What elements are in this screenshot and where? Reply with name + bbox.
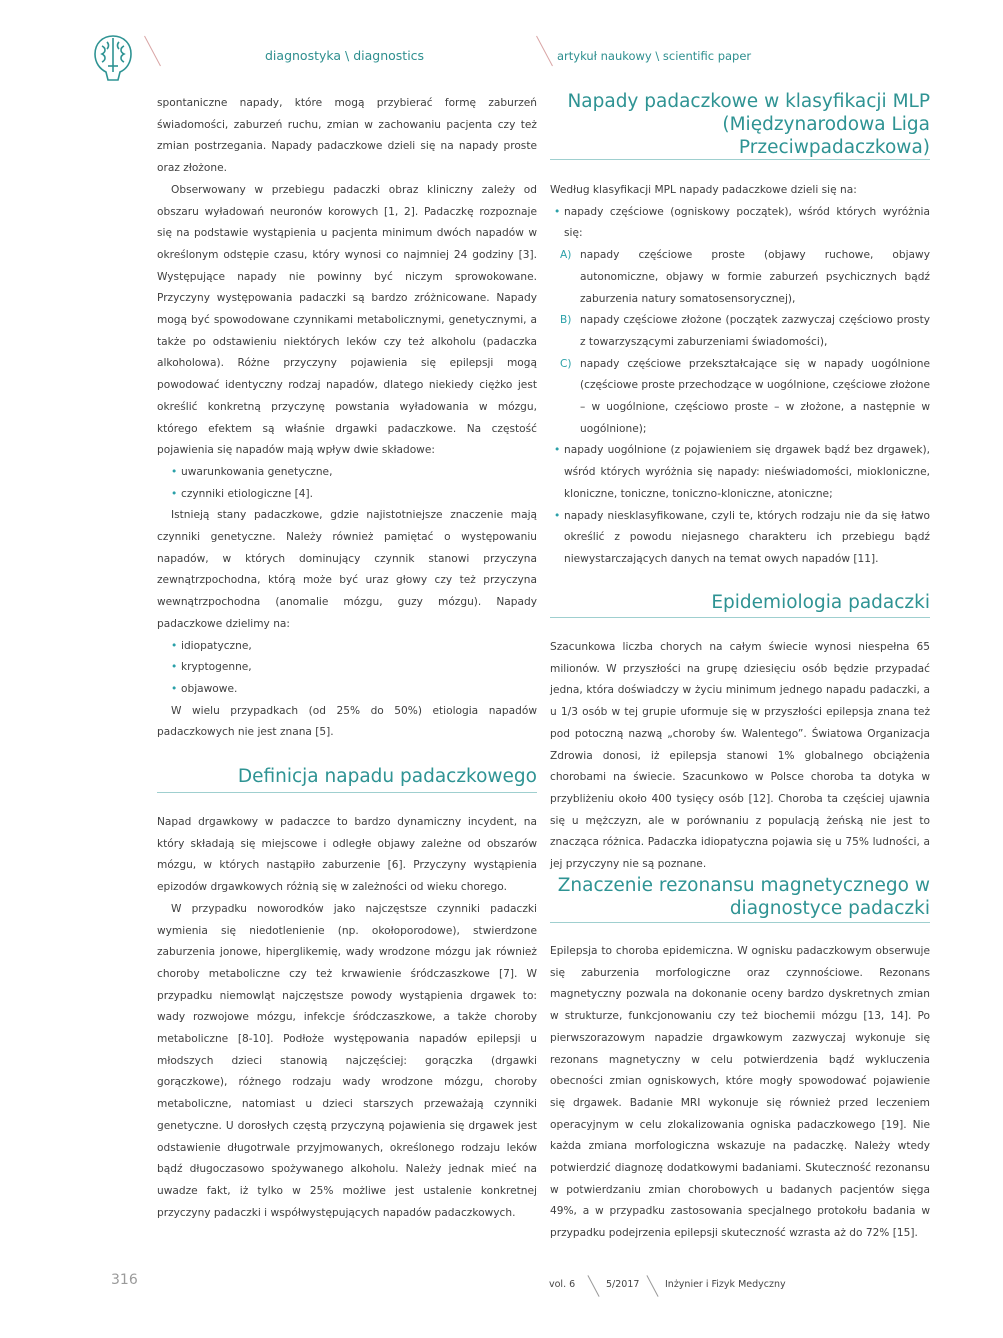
page-number: 316 bbox=[111, 1272, 138, 1288]
paragraph: Epilepsja to choroba epidemiczna. W ognisku padaczkowym obserwuje się zaburzenia morfologiczne oraz czynnościowe. Rezonans magnetyczny pozwala na dokonanie oceny bardzo dyskretnych zmian w strukturze, funkcjonowaniu czy też biochemii mózgu [13, 14]. Po pierwszorazowym napadzie drgawkowym zazwyczaj wykonuje się rezonans magnetyczny w celu potwierdzenia bądź wykluczenia obecności zmian ogniskowych, które mogły spowodować pojawienie się drgawek. Badanie MRI wykonuje się również przed leczeniem operacyjnym w celu zlokalizowania ogniska padaczkowego [19]. Nie każda zmiana morfologiczna wskazuje na padaczkę. Należy wtedy potwierdzić diagnozę dodatkowymi badaniami. Skuteczność rezonansu w potwierdzaniu zmian chorobowych u badanych pacjentów sięga 49%, a w przypadku zastosowania specjalnego protokołu badania w przypadku podejrzenia epilepsji skuteczność wzrasta aż do 72% [15]. bbox=[550, 945, 930, 1240]
heading-rule bbox=[550, 159, 930, 160]
right-column bbox=[550, 180, 930, 571]
right-column-epi bbox=[550, 637, 930, 876]
paragraph: Według klasyfikacji MPL napady padaczkowe dzieli się na: bbox=[550, 184, 857, 196]
left-column bbox=[157, 93, 537, 744]
sub-item-text: napady częściowe złożone (początek zazwyczaj częściowo prosty z towarzyszącymi zaburzeniami świadomości), bbox=[580, 314, 930, 348]
footer-volume: vol. 6 bbox=[549, 1279, 576, 1290]
paragraph: Obserwowany w przebiegu padaczki obraz kliniczny zależy od obszaru wyładowań neuronów korowych [1, 2]. Padaczkę rozpoznaje się na podstawie wystąpienia u pacjenta minimum dwóch napadów w określonym odstępie czasu, który wynosi co najmniej 24 godziny [3]. Występujące napady nie powinny być niczym sprowokowane. Przyczyny występowania padaczki są bardzo zróżnicowane. Napady mogą być spowodowane czynnikami metabolicznymi, genetycznymi, a także po odstawieniu niektórych leków czy też alkoholu (padaczka alkoholowa). Różne przyczyny pojawienia się epilepsji mogą powodować identyczny rodzaj napadów, dlatego niekiedy ciężko jest określić konkretną przyczynę powstania wyładowania w mózgu, którego efektem są właśnie drgawki padaczkowe. Na częstość pojawienia się napadów mają wpływ dwie składowe: bbox=[157, 183, 537, 457]
bullet-list bbox=[550, 440, 930, 570]
sub-item-letter: B) bbox=[560, 314, 572, 327]
header-divider bbox=[536, 36, 553, 66]
paragraph: Istnieją stany padaczkowe, gdzie najistotniejsze znaczenie mają czynniki genetyczne. Należy również pamiętać o występowaniu napadów, w których dominujący czynnik stanowi przyczyna zewnątrzpochodna, którą może być uraz głowy czy też przyczyna wewnątrzpochodna (anomalie mózgu, guzy mózgu). Napady padaczkowe dzielimy na: bbox=[157, 509, 537, 630]
heading-definition: Definicja napadu padaczkowego bbox=[237, 766, 537, 787]
heading-rule bbox=[550, 922, 930, 923]
list-item: • kryptogenne, bbox=[171, 657, 537, 679]
header-divider bbox=[144, 36, 161, 66]
list-item: • objawowe. bbox=[171, 679, 537, 701]
paragraph: W wielu przypadkach (od 25% do 50%) etiologia napadów padaczkowych nie jest znana [5]. bbox=[157, 704, 537, 739]
sub-item bbox=[550, 310, 930, 353]
bullet-list bbox=[157, 462, 537, 505]
paragraph: W przypadku noworodków jako najczęstsze czynniki padaczki wymienia się niedotlenienie (np. okołoporodowe), stwierdzone zaburzenia jonowe, hiperglikemię, wady wrodzone mózgu jak również choroby metaboliczne czy też krwawienie śródczaszkowe [7]. W przypadku niemowląt najczęstsze powody wystąpienia drgawek to: wady rozwojowe mózgu, infekcje śródczaszkowe, a także choroby metaboliczne [8-10]. Podłoże występowania napadów epilepsji u młodszych dzieci stanowią najczęściej: gorączka (drgawki gorączkowe), różnego rodzaju wady wrodzone mózgu, choroby metaboliczne, natomiast u dzieci starszych przeważają czynniki genetyczne. U dorosłych częstą przyczyną pojawienia się drgawek jest odstawienie długotrwale przyjmowanych, określonego rodzaju leków bądź długoczasowo spożywanego alkoholu. Należy jednak mieć na uwadze fakt, iż tylko w 25% możliwe jest ustalenie konkretnej przyczyny padaczki i współwystępujących napadów padaczkowych. bbox=[157, 902, 537, 1219]
list-item: • napady niesklasyfikowane, czyli te, których rodzaju nie da się łatwo określić z powodu niejasnego charakteru ich przebiegu bądź niewystarczających danych na temat owych napadów [11]. bbox=[554, 506, 930, 571]
sub-item bbox=[550, 354, 930, 441]
list-item: • czynniki etiologiczne [4]. bbox=[171, 484, 537, 506]
article-type-label: artykuł naukowy \ scientific paper bbox=[557, 49, 752, 63]
paragraph: Napad drgawkowy w padaczce to bardzo dynamiczny incydent, na który składają się miejscowe i odległe objawy zależne od obszarów mózgu, w których nastąpiło zaburzenie [6]. Przyczyny wystąpienia epizodów drgawkowych różnią się w zależności od wieku chorego. bbox=[157, 816, 537, 894]
sub-item-letter: C) bbox=[560, 357, 572, 370]
list-item: • napady częściowe (ogniskowy początek), wśród których wyróżnia się: bbox=[554, 202, 930, 245]
sub-item-text: napady częściowe proste (objawy ruchowe, objawy autonomiczne, objawy w formie zaburzeń psychicznych bądź zaburzenia natury somatosensorycznej), bbox=[580, 249, 930, 305]
heading-epidemiology: Epidemiologia padaczki bbox=[711, 592, 930, 613]
heading-mlp: Napady padaczkowe w klasyfikacji MLP (Międzynarodowa Liga Przeciwpadaczkowa) bbox=[567, 91, 930, 158]
sub-item bbox=[550, 245, 930, 310]
bullet-list bbox=[157, 636, 537, 701]
footer-divider bbox=[646, 1275, 658, 1297]
footer-divider bbox=[587, 1275, 599, 1297]
list-item: • uwarunkowania genetyczne, bbox=[171, 462, 537, 484]
sub-item-text: napady częściowe przekształcające się w napady uogólnione (częściowe proste przechodzące w uogólnione, częściowe złożone – w uogólnione, częściowo proste – w złożone, a następnie w uogólnione); bbox=[580, 357, 930, 435]
list-item: • napady uogólnione (z pojawieniem się drgawek bądź bez drgawek), wśród których wyróżnia się napady: nieświadomości, miokloniczne, kloniczne, toniczne, toniczno-kloniczne, atoniczne; bbox=[554, 440, 930, 505]
paragraph: Szacunkowa liczba chorych na całym świecie wynosi niespełna 65 milionów. W przyszłości na grupę dziesięciu osób będzie przypadać jedna, która doświadczy w życiu minimum jednego napadu padaczki, a u 1/3 osób w tej grupie uformuje się w przyszłości epilepsja znana też pod potoczną nazwą „choroby św. Walentego”. Światowa Organizacja Zdrowia donosi, iż epilepsja stanowi 1% globalnego obciążenia chorobami na świecie. Szacunkowo w Polsce choroba ta dotyka w przybliżeniu około 400 tysięcy osób [12]. Choroba ta częściej ujawnia się u mężczyzn, ale w porównaniu z populacją żeńską nie jest to znacząca różnica. Padaczka idiopatyczna pojawia się u 75% ludności, a jej przyczyny nie są poznane. bbox=[550, 641, 930, 871]
heading-mri: Znaczenie rezonansu magnetycznego w diagnostyce padaczki bbox=[557, 875, 930, 919]
right-column-mri bbox=[550, 941, 930, 1245]
footer-issue: 5/2017 bbox=[606, 1279, 640, 1290]
list-item: • idiopatyczne, bbox=[171, 636, 537, 658]
bullet-list bbox=[550, 202, 930, 245]
footer-journal: Inżynier i Fizyk Medyczny bbox=[665, 1279, 786, 1290]
paragraph: spontaniczne napady, które mogą przybierać formę zaburzeń świadomości, zaburzeń ruchu, zmian w zachowaniu pacjenta czy też zmian postrzegania. Napady padaczkowe dzieli się na napady proste oraz złożone. bbox=[157, 97, 537, 175]
sub-item-letter: A) bbox=[560, 249, 572, 262]
heading-rule bbox=[157, 792, 537, 793]
brain-logo-icon bbox=[90, 30, 136, 84]
heading-rule bbox=[550, 617, 930, 618]
left-column-lower bbox=[157, 812, 537, 1224]
section-label: diagnostyka \ diagnostics bbox=[265, 48, 425, 63]
